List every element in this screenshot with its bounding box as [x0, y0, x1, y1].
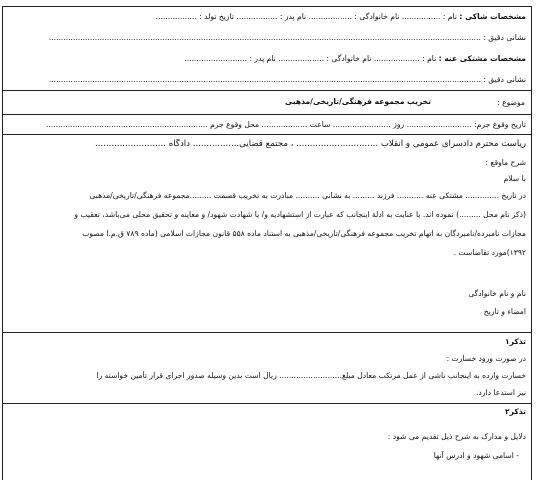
- note1-line-2: خسارت وارده به اینجانب ناشی از عمل مرتکب معادل مبلغ.......................... ریال است بدین وسیله صدور اجرای قرار تأمین خواسته را: [96, 371, 526, 380]
- note1-line-3: نیز استدعا دارد.: [476, 388, 526, 397]
- statement-line-3: مجازات نامبرده/نامبردگان به اتهام تخریب مجموعه فرهنگی/تاریخی/مذهبی به استناد ماده ۵۵۸ قانون مجازات اسلامی (ماده ۷۸۹ ق.م.ا مصوب: [82, 229, 526, 238]
- statement-line-4: ۱۳۹۲)مورد تقاضاست .: [453, 248, 526, 257]
- subject-label: موضوع :: [497, 98, 525, 107]
- defendant-row: [8, 54, 526, 63]
- note1-line-1: در صورت ورود خسارت :: [446, 354, 526, 363]
- note2-line-1: دلایل و مدارک به شرح ذیل تقدیم می شود :: [387, 432, 526, 441]
- crime-info[interactable]: تاریخ وقوع جرم: ........................... روز ........................ ساعت ................... محل وقوع جرم ...................................................................: [46, 120, 526, 129]
- salutation: ریاست محترم دادسرای عمومی و انقلاب .............................. ، مجتمع قضایی................. دادگاه ..........................: [94, 139, 526, 149]
- note2-title: تذکر۲: [504, 407, 526, 416]
- complainant-address[interactable]: نشانی دقیق : ...................................................................................................................................................................................: [48, 33, 526, 42]
- name-label: نام و نام خانوادگی: [468, 289, 526, 298]
- greeting: با سلام: [503, 174, 526, 183]
- note2-section: [3, 404, 531, 474]
- complaint-form: [2, 6, 532, 480]
- subject-value: تخریب مجموعه فرهنگی/تاریخی/مذهبی: [285, 97, 431, 106]
- statement-section: [3, 135, 531, 333]
- complainant-fields[interactable]: نام : ................ نام خانوادگی : .................. نام پدر : ................. تاریخ تولد : .................: [155, 12, 457, 21]
- parties-section: [3, 7, 531, 91]
- note1-title: تذکر۱: [504, 337, 526, 346]
- note1-section: [3, 333, 531, 404]
- statement-line-1: در تاریخ .............. مشتکی عنه ........... فرزند ......... به نشانی .......... مبادرت به تخریب قسمت .........مجموعه فرهنگی/تاریخی/مذهبی: [89, 191, 526, 200]
- defendant-heading: مشخصات مشتکی عنه :: [438, 54, 526, 63]
- defendant-address[interactable]: نشانی دقیق : ...................................................................................................................................................................................: [48, 75, 526, 84]
- signature-label: امضاء و تاریخ: [483, 307, 526, 316]
- complainant-heading: مشخصات شاکی :: [459, 12, 526, 21]
- subject-section: [3, 91, 531, 115]
- crime-info-section: [3, 115, 531, 135]
- defendant-fields[interactable]: نام : ................... نام خانوادگی : ................... نام پدر : ..........................: [184, 54, 437, 63]
- note2-item-1: - اسامی شهود و ادرس آنها: [433, 451, 519, 460]
- statement-line-2: (ذکر نام محل .........) نموده اند. با عنایت به ادلهٔ اینجانب که عبارت از استشهادیه و/ یا شهادت شهود/ و معاینه و تحقیق محلی می‌باشد، تعقیب و: [74, 210, 526, 219]
- complainant-row: [8, 12, 526, 21]
- sharh-label: شرح ماوقع :: [485, 158, 526, 167]
